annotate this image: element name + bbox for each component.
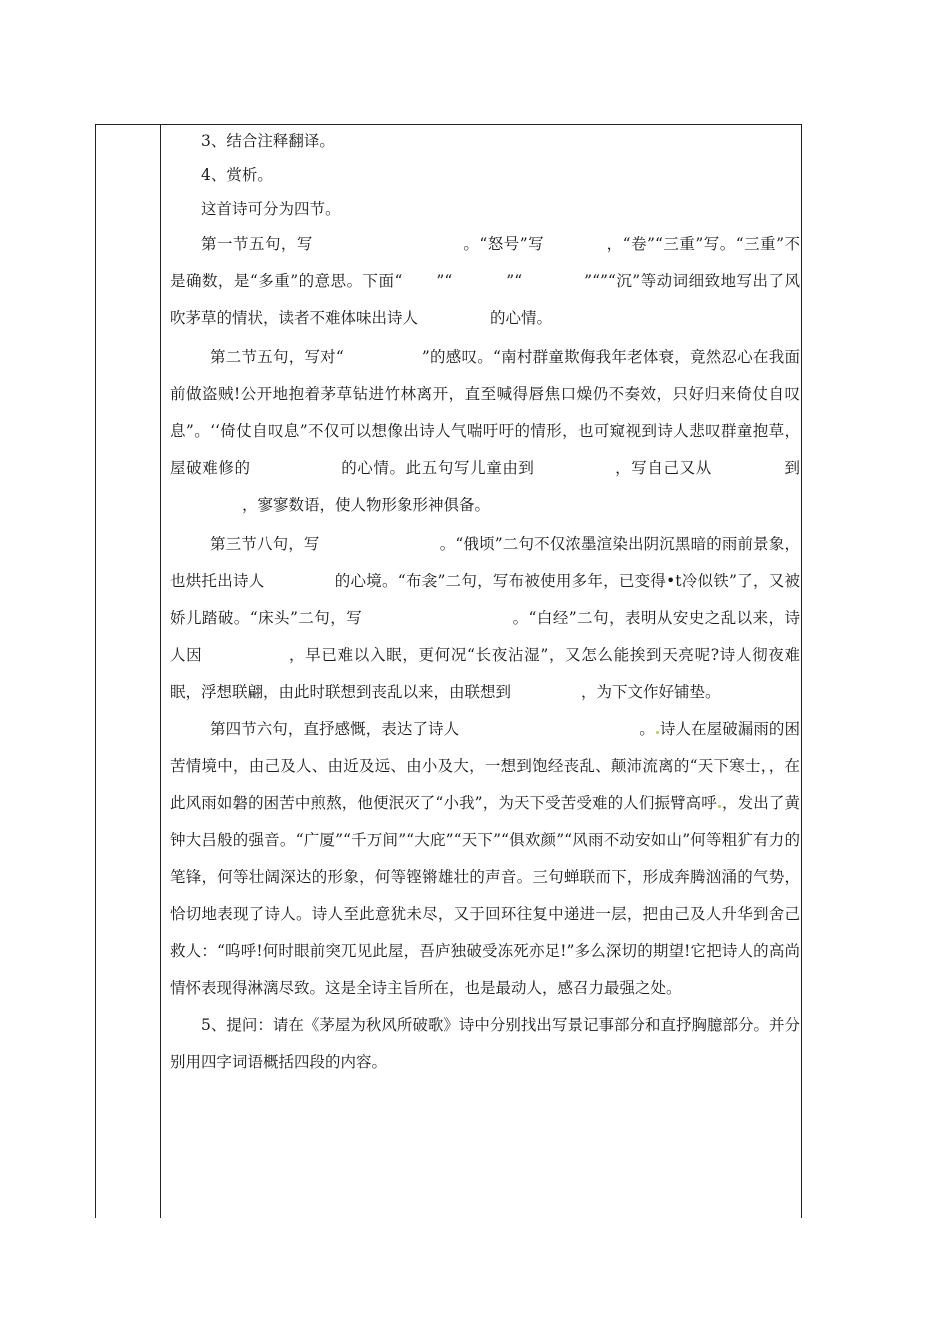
- text: 。“三重”不是确数，是“多重”的意思。下面“: [170, 235, 800, 290]
- text: 到: [783, 459, 800, 477]
- text: ，写自己又从: [614, 459, 712, 477]
- text: ，早已难以入眠，更何况“长夜沾湿”，又怎么能挨到天亮呢?诗人彻夜难眠，浮想联翩，由此时联想到丧乱以来，由联想到: [170, 646, 800, 701]
- text: 第一节五句，写: [201, 235, 313, 253]
- text: 第二节五句，写对“: [210, 348, 344, 366]
- table-right-border: [801, 124, 802, 1218]
- text: ”“: [506, 272, 523, 290]
- step-3-line: 3、结合注释翻译。: [201, 132, 335, 150]
- text: 第四节六句，直抒感慨，表达了诗人: [210, 720, 460, 738]
- text: ”“: [584, 272, 600, 290]
- text: ”“: [436, 272, 453, 290]
- text: ，为下文作好铺垫。: [581, 683, 721, 701]
- text: 的心境。“布衾”二句，写布被使用多年，已变得•t冷似铁”了，又被娇儿踏破。“床头”二句，写: [170, 572, 800, 627]
- step-4-line: 4、赏析。: [201, 166, 273, 184]
- text: 。“怒号”写: [462, 235, 545, 253]
- text: 。: [639, 720, 655, 738]
- text: ”的感叹。“南村群童欺侮我年老体衰，竟然忍心在我面前做盗贼!公开地抱着茅草钻进竹林离开，直至喊得唇焦口燥仍不奏效，只好归来倚仗自叹息”。‘‘倚仗自叹息”不仅可以想像出诗人气喘吁吁的情形，也可窥视到诗人悲叹群童抱草，屋破难修的: [170, 348, 800, 477]
- lesson-content-cell: [170, 124, 800, 1081]
- text: 诗人在屋破漏雨的困苦情境中，由己及人、由近及远、由小及大，一想到饱经丧乱、颠沛流离的“天下寒士，，在此风雨如磐的困苦中煎熬，他便泯灭了“小我”，为天下受苦受难的人们振臂高呼: [170, 720, 800, 812]
- step-5-question: 5、提问：请在《茅屋为秋风所破歌》诗中分别找出写景记事部分和直抒胸臆部分。并分别用四字词语概括四段的内容。: [170, 1016, 800, 1071]
- paragraph-section-3: [170, 526, 800, 711]
- table-left-border: [95, 124, 96, 1218]
- text: 。“白经”二句，表明从安史之乱以来，诗人因: [170, 609, 800, 664]
- text: ，发出了黄钟大吕般的强音。“广厦”“千万间”“大庇”“天下”“俱欢颜”“风雨不动安如山”何等粗犷有力的笔锋，何等壮阔深达的形象，何等铿锵雄壮的声音。三句蝉联而下，形成奔腾汹涌的气势，恰切地表现了诗人。诗人至此意犹未尽，又于回环往复中递进一层，把由己及人升华到舍己救人：“呜呼!何时眼前突兀见此屋，吾庐独: [170, 794, 800, 960]
- text: 的心情。: [490, 309, 553, 327]
- intro-line: 这首诗可分为四节。: [201, 200, 341, 218]
- paragraph-section-1: [170, 226, 800, 337]
- text: ，“卷”“三重”写: [606, 235, 720, 253]
- paragraph-section-2: [170, 339, 800, 524]
- text: 的心情。此五句写儿童由到: [340, 459, 535, 477]
- ink-speck: [656, 731, 659, 734]
- text: 破受冻死亦足!”多么深切的期望!它把诗人的高尚情怀表现得淋漓尽致。这是全诗主旨所在，也是最动人，感召力最强之处。: [170, 942, 801, 997]
- text: ”“沉”等动词细致地写出了风吹茅草的情状，读者不难体味出诗人: [170, 272, 800, 327]
- ink-speck: [718, 805, 721, 808]
- text: ，寥寥数语，使人物形象形神俱备。: [242, 496, 491, 514]
- text: 第三节八句，写: [210, 535, 320, 553]
- paragraph-section-4: [170, 711, 800, 1007]
- text: 。“俄顷”二句不仅浓墨渲染出阴沉黑暗的雨前景象，也烘托出诗人: [170, 535, 800, 590]
- table-column-divider: [160, 124, 161, 1218]
